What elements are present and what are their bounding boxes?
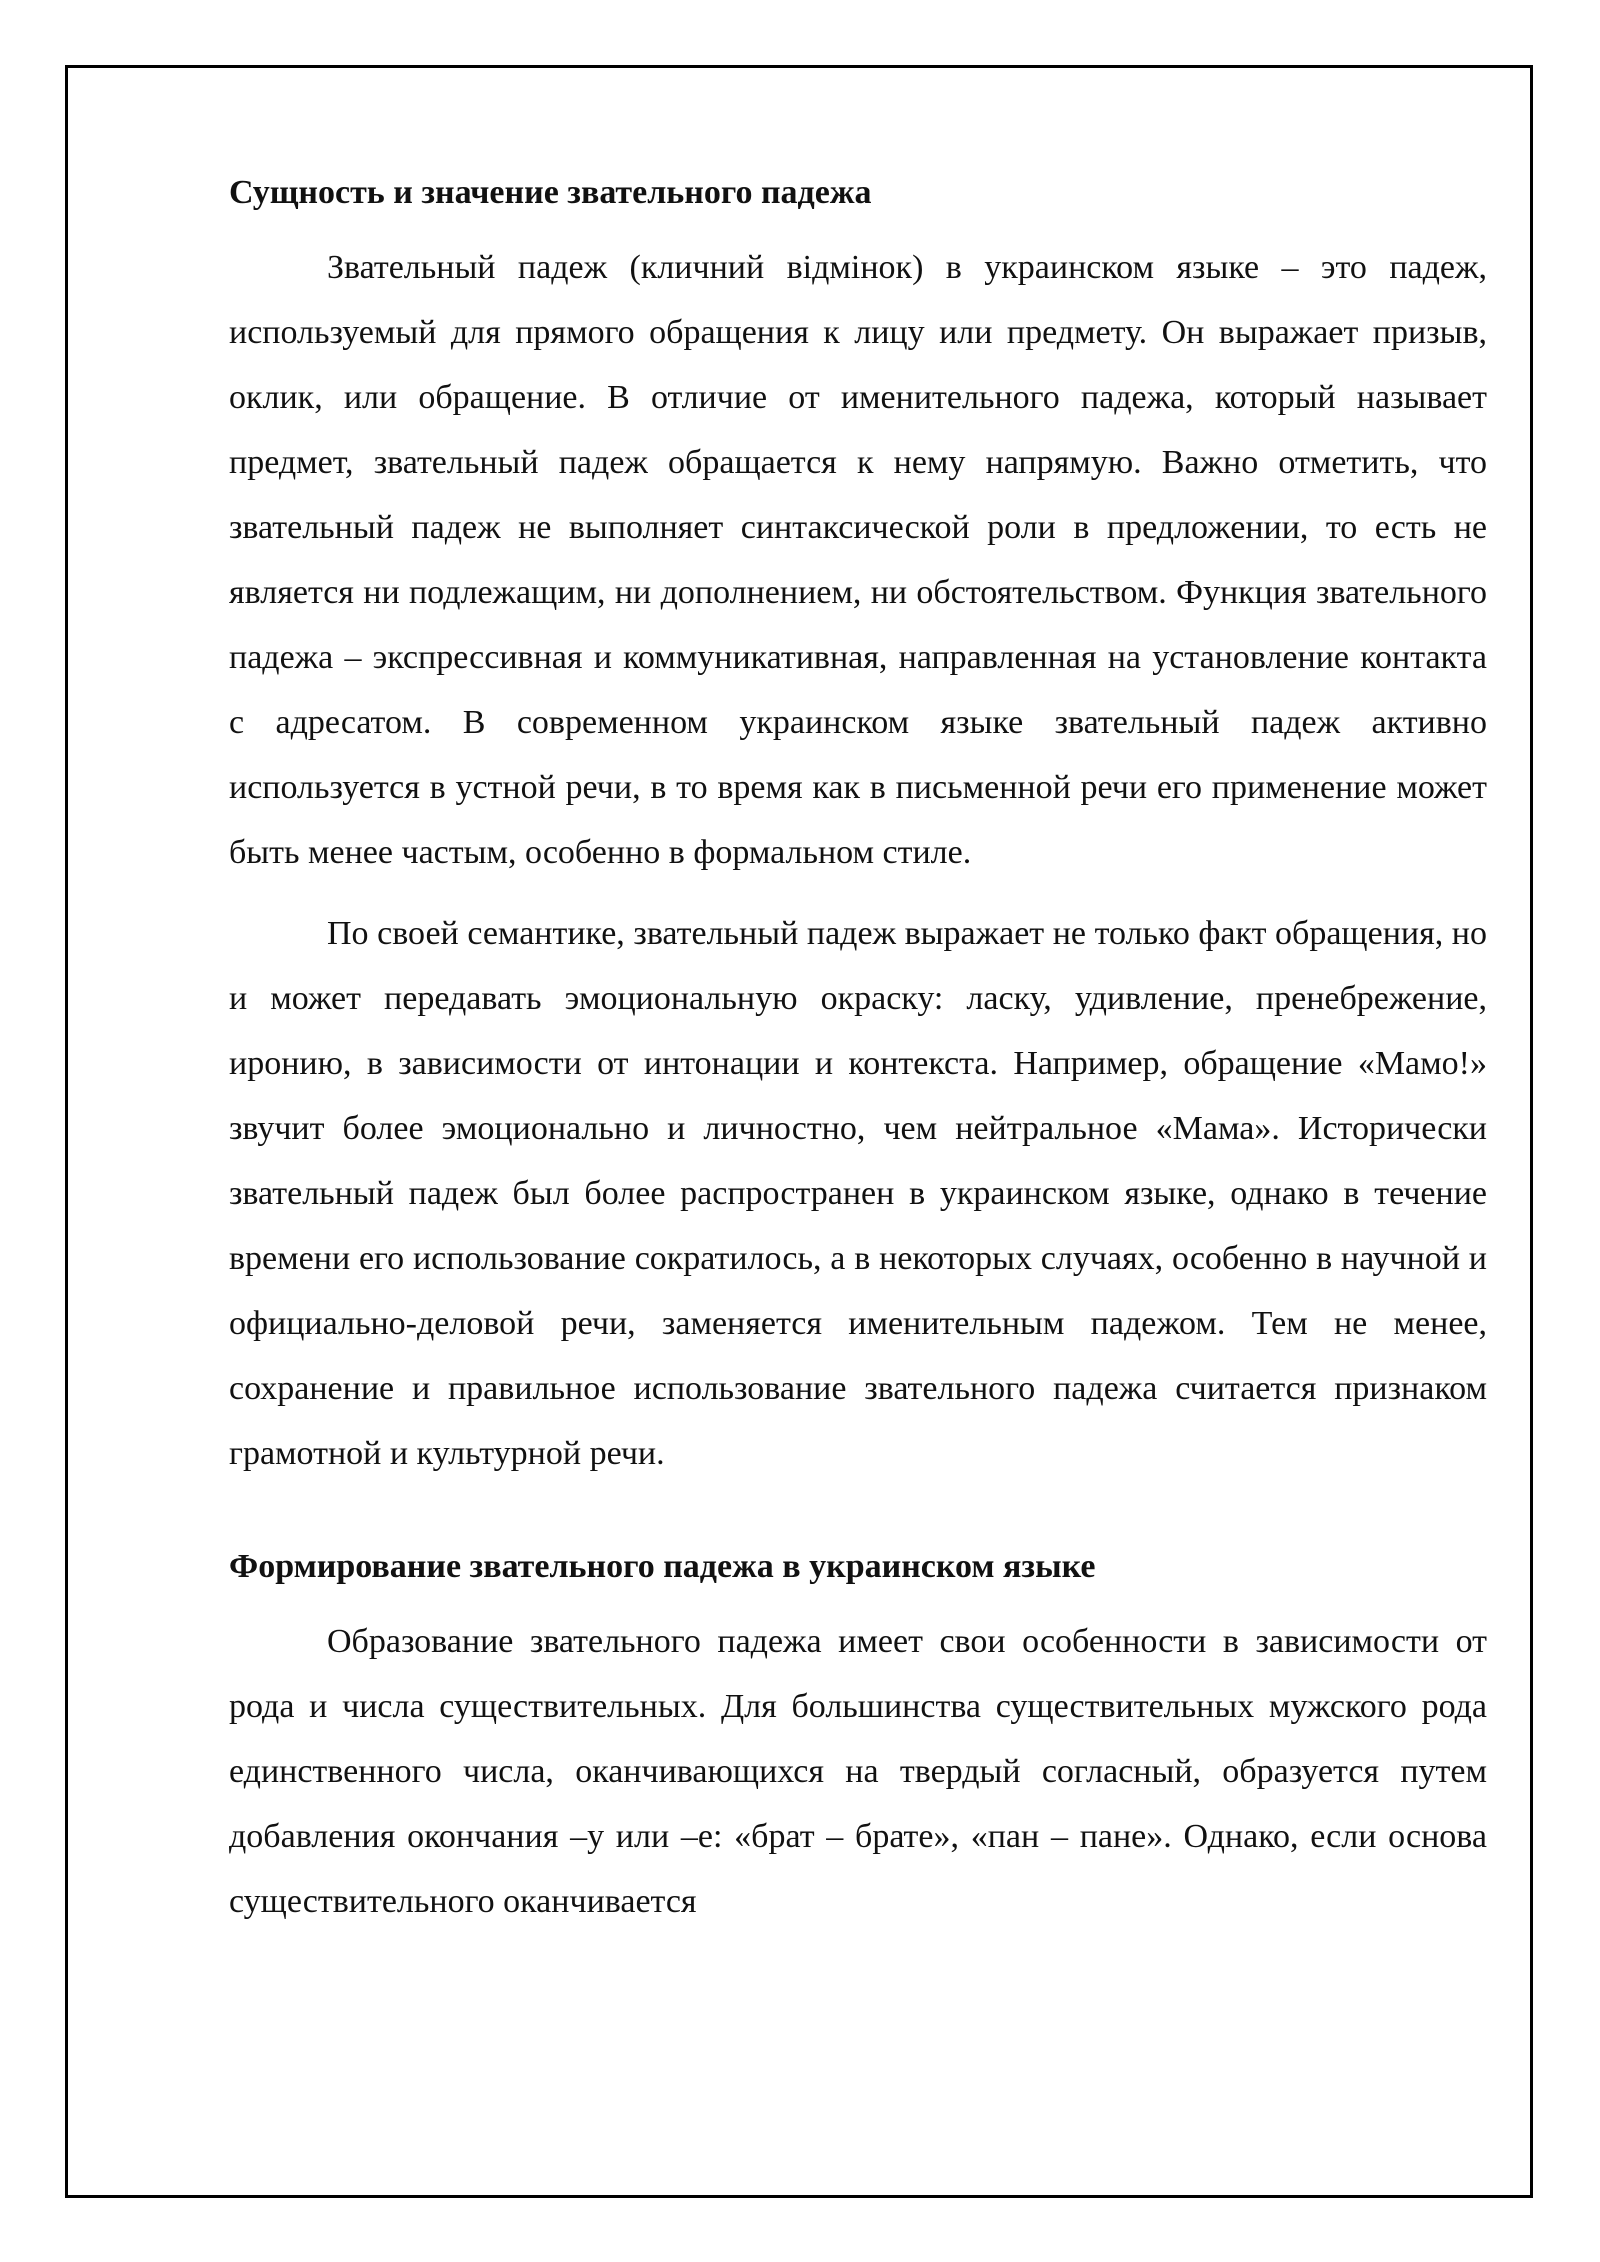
document-body — [229, 170, 1487, 1950]
section-heading-essence: Сущность и значение звательного падежа — [229, 174, 872, 211]
paragraph-definition: Звательный падеж (кличний відмінок) в украинском языке – это падеж, используемый для прямого обращения к лицу или предмету. Он выражает призыв, оклик, или обращение. В отличие от именительного падежа, который называет предмет, звательный падеж обращается к нему напрямую. Важно отметить, что звательный падеж не выполняет синтаксической роли в предложении, то есть не является ни подлежащим, ни дополнением, ни обстоятельством. Функция звательного падежа – экспрессивная и коммуникативная, направленная на установление контакта с адресатом. В современном украинском языке звательный падеж активно используется в устной речи, в то время как в письменной речи его применение может быть менее частым, особенно в формальном стиле. — [229, 249, 1487, 871]
paragraph-formation: Образование звательного падежа имеет свои особенности в зависимости от рода и числа существительных. Для большинства существительных мужского рода единственного числа, оканчивающихся на твердый согласный, образуется путем добавления окончания –у или –е: «брат – брате», «пан – пане». Однако, если основа существительного оканчивается — [229, 1623, 1487, 1920]
paragraph-semantics: По своей семантике, звательный падеж выражает не только факт обращения, но и может передавать эмоциональную окраску: ласку, удивление, пренебрежение, иронию, в зависимости от интонации и контекста. Например, обращение «Мамо!» звучит более эмоционально и личностно, чем нейтральное «Мама». Исторически звательный падеж был более распространен в украинском языке, однако в течение времени его использование сократилось, а в некоторых случаях, особенно в научной и официально-деловой речи, заменяется именительным падежом. Тем не менее, сохранение и правильное использование звательного падежа считается признаком грамотной и культурной речи. — [229, 915, 1487, 1472]
section-heading-formation: Формирование звательного падежа в украинском языке — [229, 1548, 1096, 1585]
